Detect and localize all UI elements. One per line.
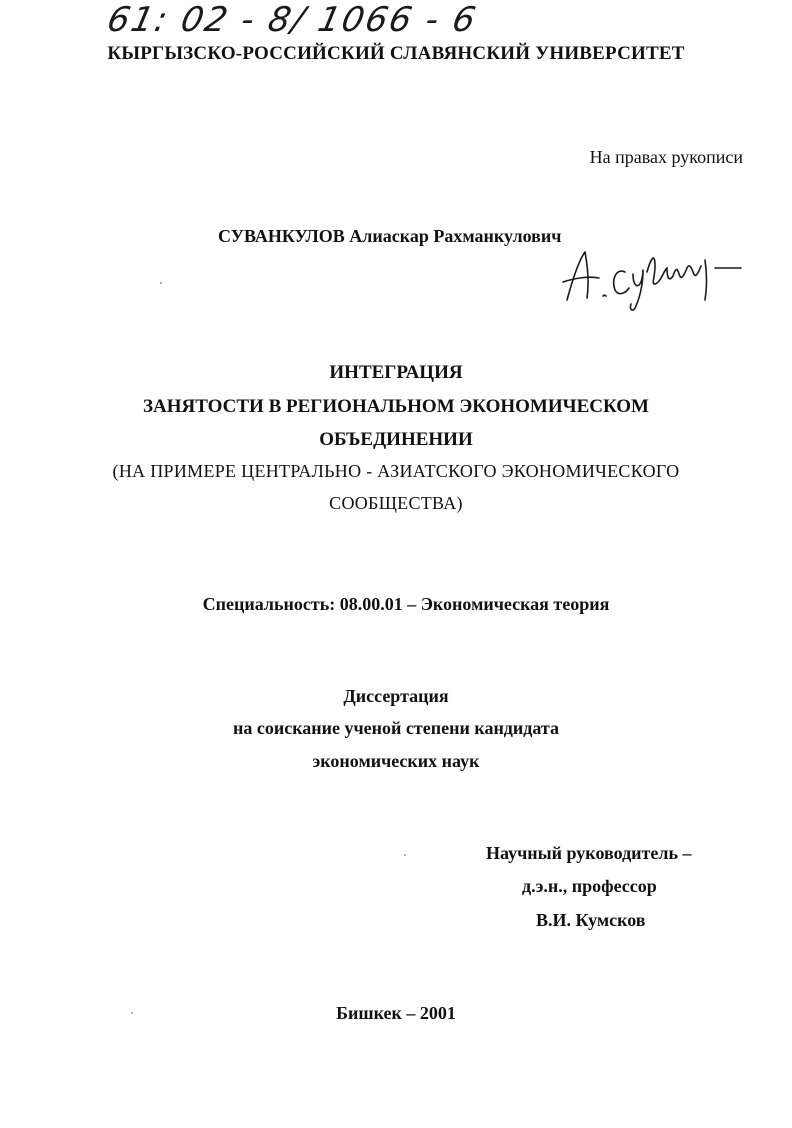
title-line-1: ИНТЕГРАЦИЯ [329, 362, 463, 383]
thesis-type: Диссертация [343, 686, 449, 706]
manuscript-rights-note: На правах рукописи [589, 147, 743, 167]
subtitle-line-1: (НА ПРИМЕРЕ ЦЕНТРАЛЬНО - АЗИАТСКОГО ЭКОНОМИЧЕСКОГО [112, 461, 680, 481]
author-name: СУВАНКУЛОВ Алиаскар Рахманкулович [218, 226, 562, 246]
city-year: Бишкек – 2001 [336, 1003, 456, 1023]
specialty-line: Специальность: 08.00.01 – Экономическая теория [202, 594, 610, 614]
thesis-field-line: экономических наук [312, 751, 480, 771]
title-line-3: ОБЪЕДИНЕНИИ [319, 429, 473, 450]
scan-speck [404, 854, 406, 856]
author-signature [555, 238, 745, 318]
scan-speck [160, 282, 162, 284]
thesis-degree-line: на соискание ученой степени кандидата [232, 718, 559, 738]
title-line-2: ЗАНЯТОСТИ В РЕГИОНАЛЬНОМ ЭКОНОМИЧЕСКОМ [142, 396, 649, 417]
handwritten-archive-code: 61: 02 - 8/ 1066 - 6 [103, 0, 481, 40]
supervisor-degree: д.э.н., профессор [522, 876, 657, 896]
supervisor-role: Научный руководитель – [486, 843, 692, 863]
scan-speck [131, 1012, 133, 1014]
university-name: КЫРГЫЗСКО-РОССИЙСКИЙ СЛАВЯНСКИЙ УНИВЕРСИТЕТ [107, 43, 685, 64]
subtitle-line-2: СООБЩЕСТВА) [329, 493, 463, 513]
supervisor-name: В.И. Кумсков [536, 910, 646, 930]
